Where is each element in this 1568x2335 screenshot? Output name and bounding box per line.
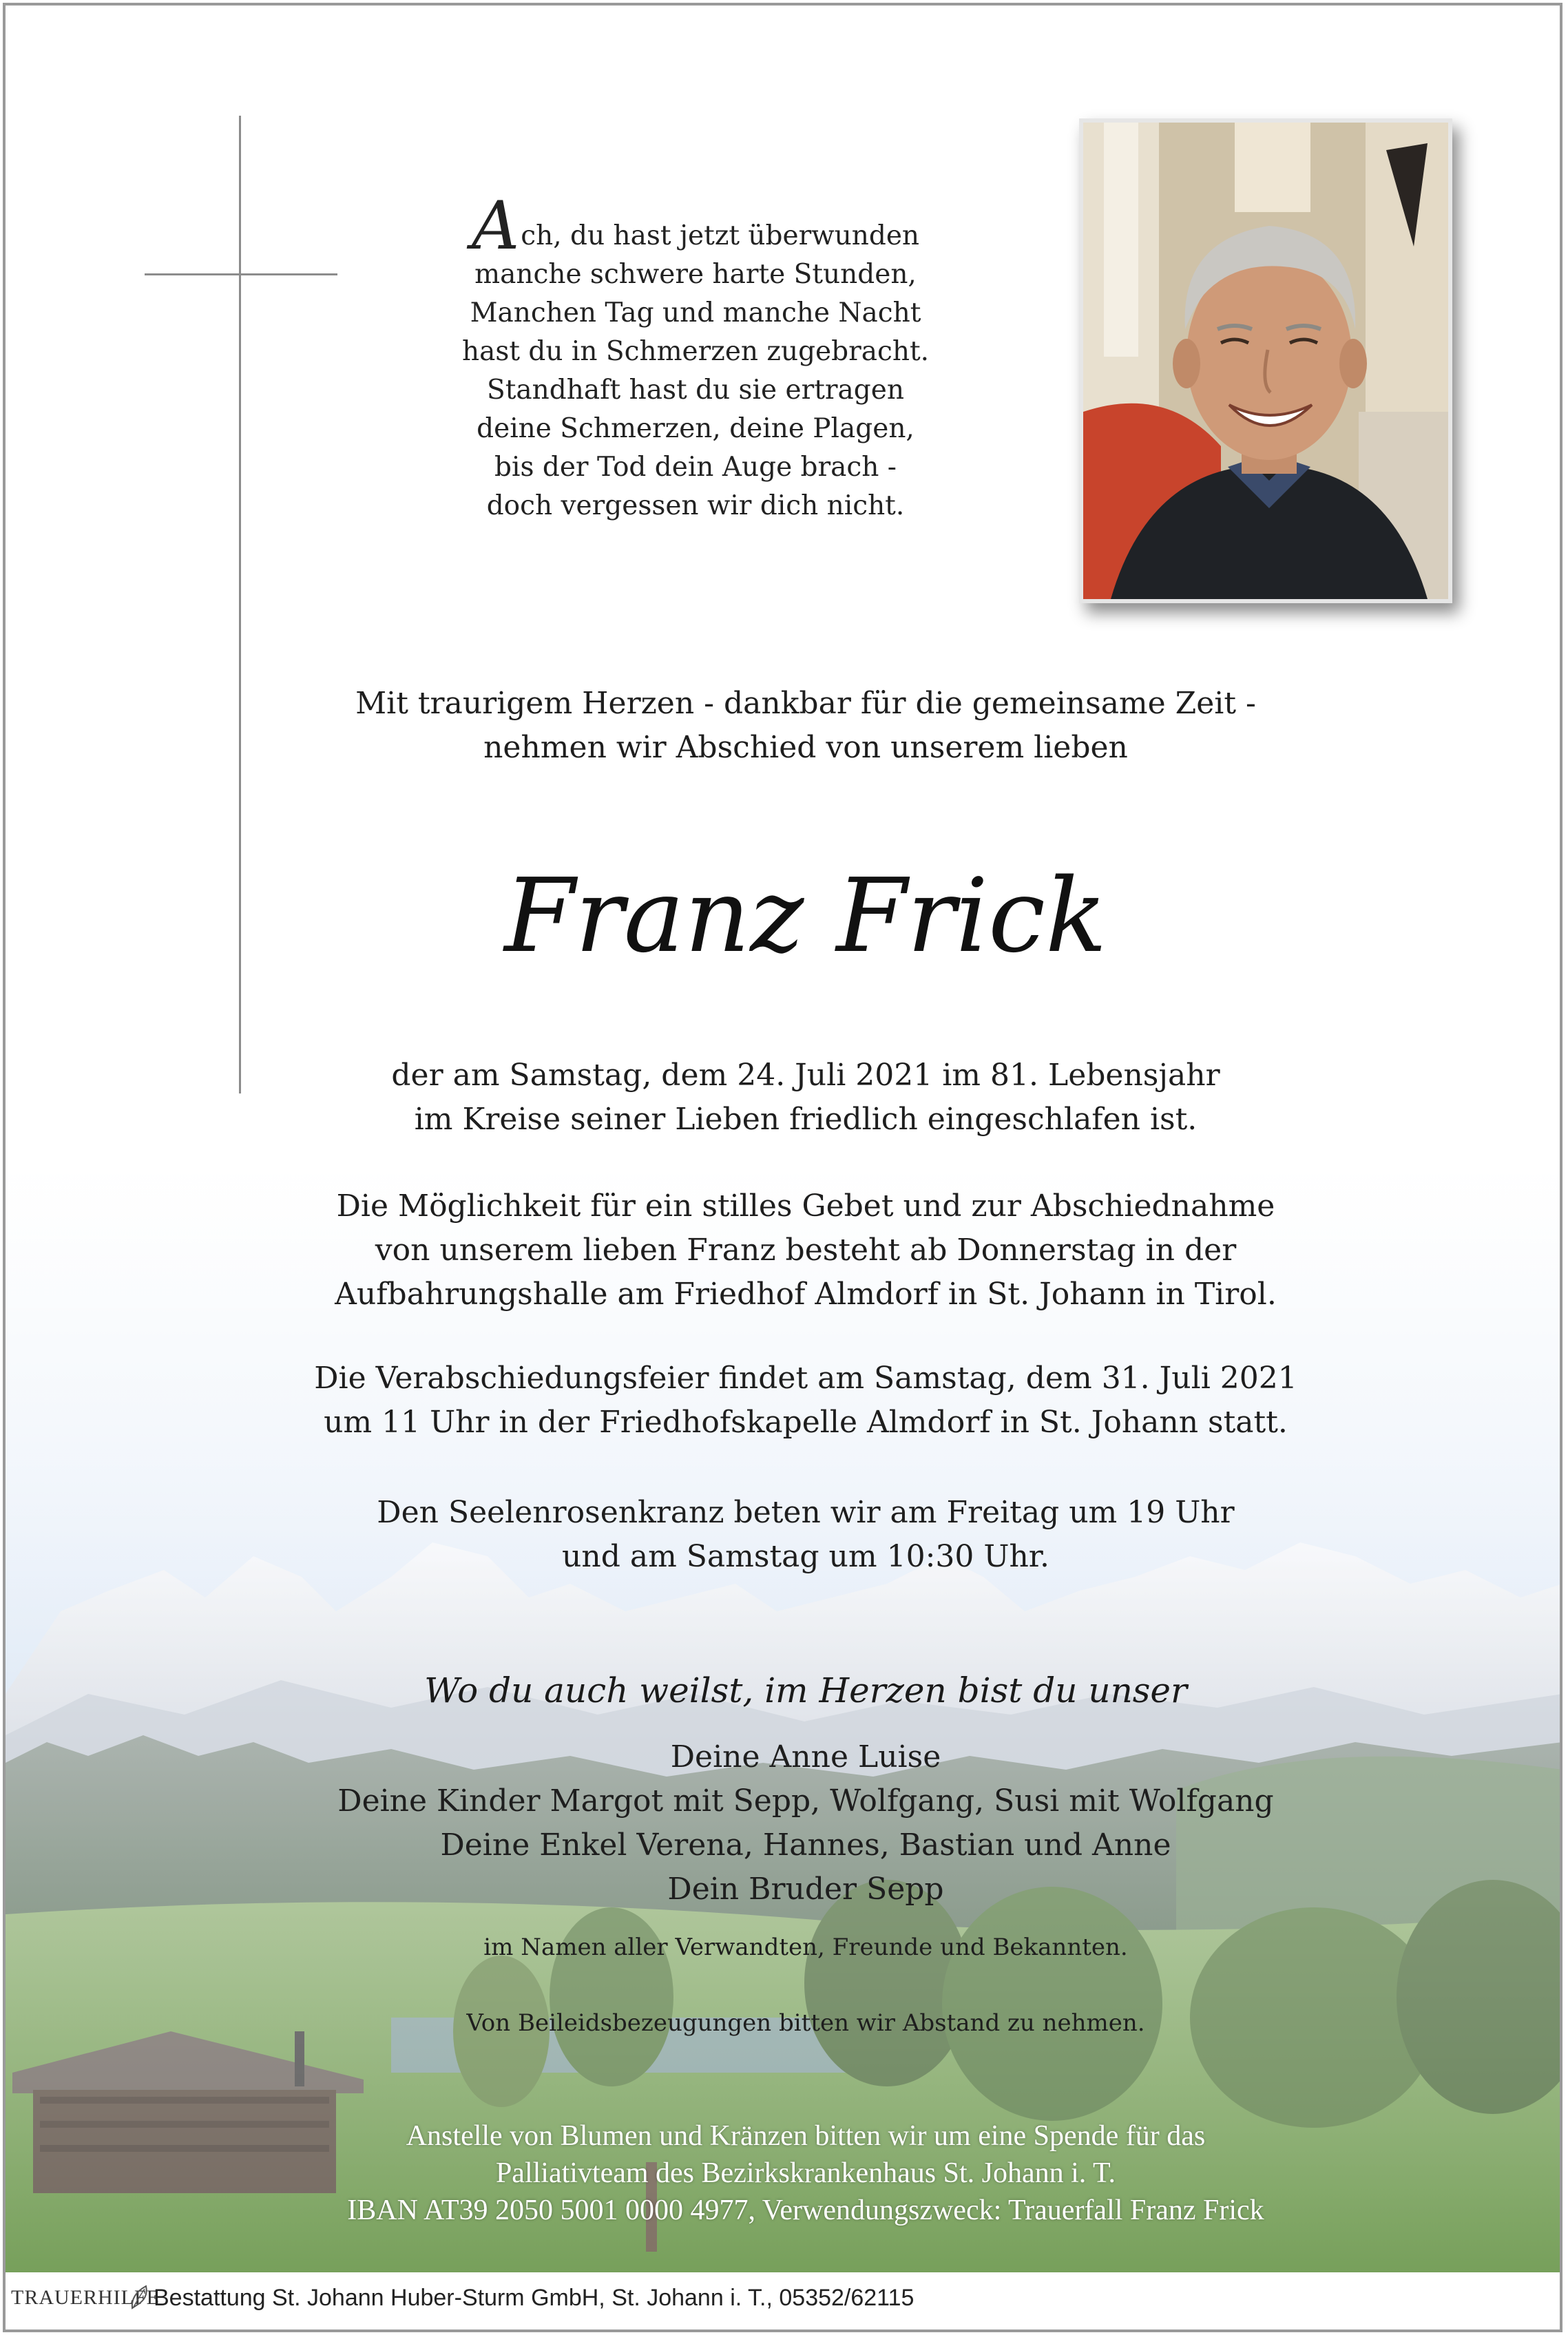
portrait-photo [1079,118,1452,603]
footer-company: Bestattung St. Johann Huber-Sturm GmbH, St. Johann i. T., 05352/62115 [154,2285,914,2311]
mourners-list [172,1735,1439,1912]
landscape-illustration [6,1171,1562,2272]
poem-line: Manchen Tag und manche Nacht [470,297,921,328]
mourner-line: Deine Enkel Verena, Hannes, Bastian und Anne [440,1828,1171,1863]
footer-brand: TRAUERHILFE [11,2286,160,2309]
intro-line: nehmen wir Abschied von unserem lieben [483,730,1128,765]
ceremony-line: um 11 Uhr in der Friedhofskapelle Almdorf in St. Johann statt. [324,1405,1288,1440]
condolences-note: Von Beileidsbezeugungen bitten wir Abstand zu nehmen. [466,2009,1145,2037]
poem-line: hast du in Schmerzen zugebracht. [461,336,930,367]
donation-line: Anstelle von Blumen und Kränzen bitten wir um eine Spende für das [406,2120,1206,2152]
donation-line: IBAN AT39 2050 5001 0000 4977, Verwendungszweck: Trauerfall Franz Frick [347,2195,1264,2226]
ceremony-info [172,1357,1439,1445]
poem [413,187,978,525]
death-notice [172,1054,1439,1142]
footer [6,2272,1562,2332]
poem-line: Standhaft hast du sie ertragen [487,375,904,406]
poem-line: doch vergessen wir dich nicht. [486,490,905,521]
poem-line: bis der Tod dein Auge brach - [494,452,897,483]
viewing-line: Aufbahrungshalle am Friedhof Almdorf in St. Johann in Tirol. [335,1277,1277,1312]
poem-line: deine Schmerzen, deine Plagen, [477,413,914,444]
deceased-name: Franz Frick [504,857,1107,975]
viewing-info [172,1184,1439,1317]
mourner-line: Deine Kinder Margot mit Sepp, Wolfgang, Susi mit Wolfgang [337,1783,1274,1819]
viewing-line: Die Möglichkeit für ein stilles Gebet und zur Abschiednahme [336,1189,1275,1224]
portrait-illustration [1083,123,1448,599]
poem-initial: A [471,187,520,264]
donation-request [172,2117,1439,2229]
mourner-line: Deine Anne Luise [670,1739,941,1774]
cross-horizontal-bar [145,273,337,275]
rosary-line: und am Samstag um 10:30 Uhr. [562,1539,1049,1574]
mourner-line: Dein Bruder Sepp [667,1872,944,1907]
rosary-line: Den Seelenrosenkranz beten wir am Freitag um 19 Uhr [377,1495,1235,1530]
rosary-info [172,1491,1439,1579]
death-notice-line: im Kreise seiner Lieben friedlich eingeschlafen ist. [414,1102,1198,1137]
poem-line: manche schwere harte Stunden, [474,259,917,290]
death-notice-line: der am Samstag, dem 24. Juli 2021 im 81. Lebensjahr [391,1058,1220,1093]
on-behalf-note: im Namen aller Verwandten, Freunde und Bekannten. [483,1934,1128,1961]
ceremony-line: Die Verabschiedungsfeier findet am Samstag, dem 31. Juli 2021 [314,1361,1297,1396]
poem-first-line: ch, du hast jetzt überwunden [521,220,920,251]
poem-line [413,187,978,264]
intro-line: Mit traurigem Herzen - dankbar für die gemeinsame Zeit - [355,686,1256,721]
landscape-background [6,1171,1562,2272]
leaf-icon [128,2283,151,2311]
motto: Wo du auch weilst, im Herzen bist du unser [424,1671,1187,1710]
donation-line: Palliativteam des Bezirkskrankenhaus St. Johann i. T. [495,2157,1116,2189]
intro-text [172,682,1439,770]
viewing-line: von unserem lieben Franz besteht ab Donnerstag in der [375,1233,1237,1268]
